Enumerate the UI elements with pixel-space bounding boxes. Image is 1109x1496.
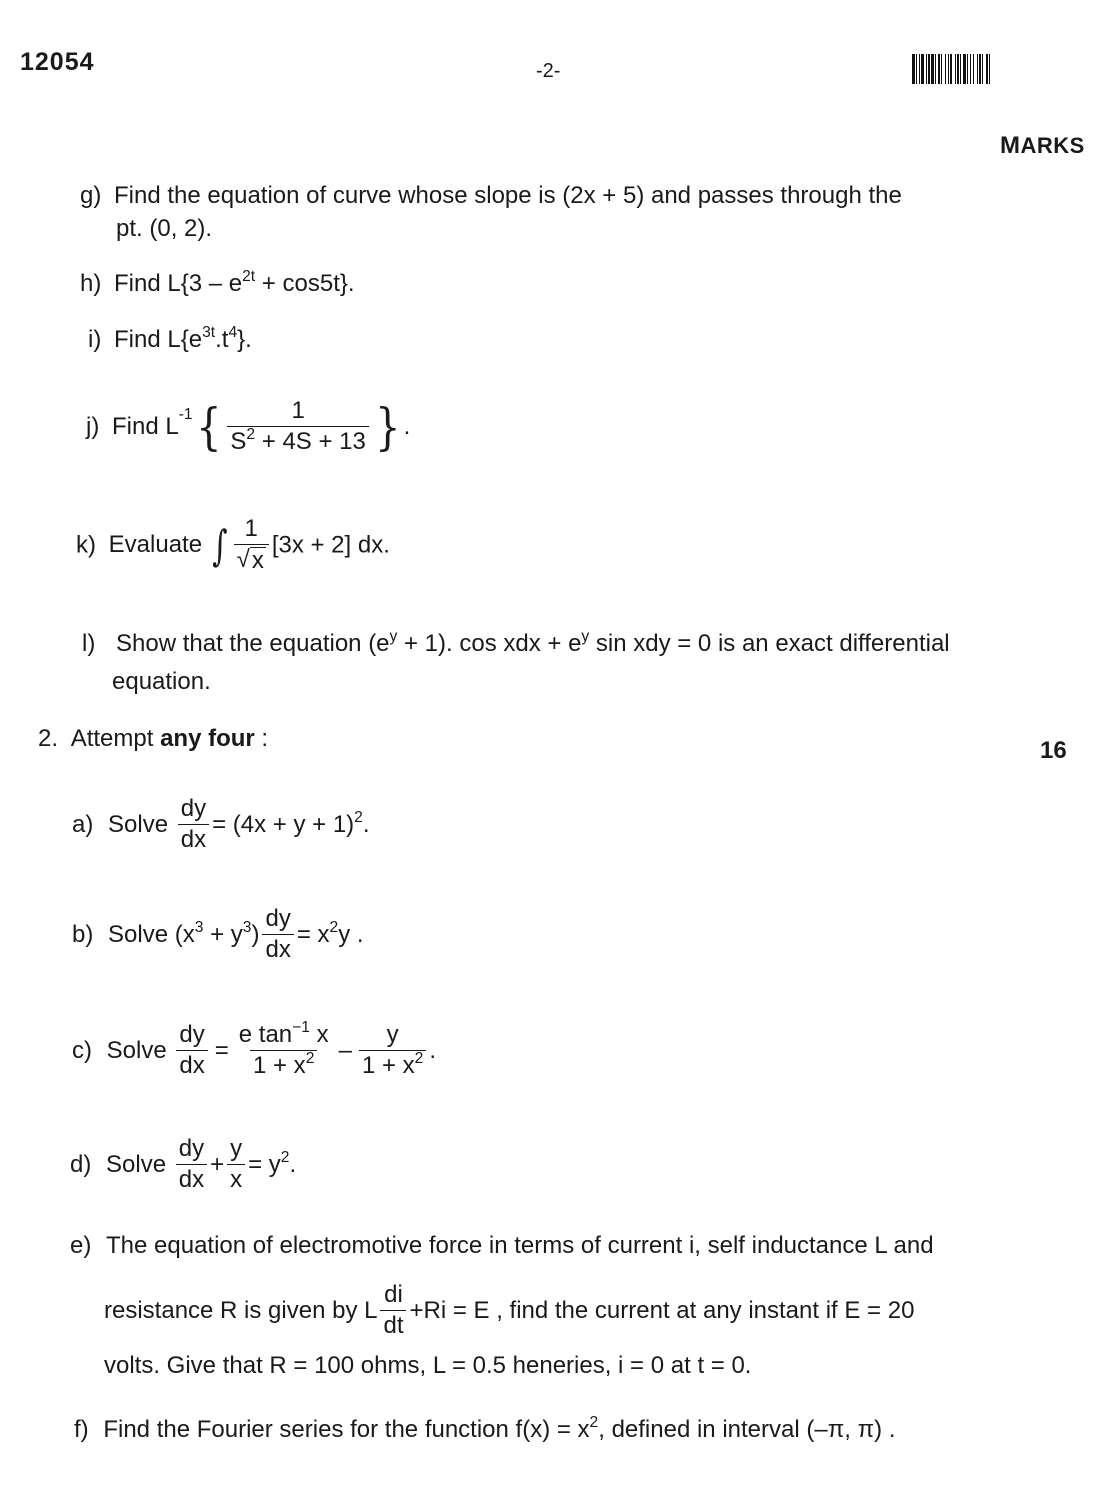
question-text: Find $L\{3 - e^{2t} + \cos 5t\}$.	[114, 267, 355, 297]
question-2f: f) Find the Fourier series for the function $f(x) = x^2$, defined in interval (–π, π) .	[74, 1413, 896, 1443]
item-label: g)	[80, 182, 102, 209]
fraction: $\frac{1}{S^2 + 4S + 13}$	[227, 398, 368, 456]
fraction: 1 √ x	[234, 516, 269, 575]
item-label: k)	[76, 531, 96, 559]
question-g-line2: pt. (0, 2).	[116, 215, 213, 242]
fraction: $\frac{dy}{dx}$	[262, 906, 293, 964]
question-k: k) Evaluate ∫ 1 √ x [3x + 2] dx.	[76, 515, 390, 575]
marks-heading: MARKS	[1000, 132, 1085, 159]
barcode-stripe	[990, 54, 992, 84]
question-2b: b) Solve $(x^3 + y^3)$ $\frac{dy}{dx}$ = $x^2y$ .	[72, 905, 364, 964]
question-2d: d) Solve $\frac{dy}{dx}$ + $\frac{y}{x}$ = $y^2$.	[70, 1135, 297, 1194]
question-i	[88, 323, 252, 354]
fraction: $\frac{dy}{dx}$	[176, 1022, 207, 1080]
question-2-marks: 16	[1040, 737, 1067, 764]
item-label: h)	[80, 270, 102, 297]
question-text: Show that the equation $(e^y + 1)$. cos xdx + $e^y$ sin xdy = 0 is an exact differential	[116, 627, 950, 657]
question-text: Find the equation of curve whose slope is (2x + 5) and passes through the	[114, 182, 902, 209]
barcode	[912, 54, 1074, 84]
item-label: l)	[82, 630, 96, 657]
left-brace: {	[195, 397, 222, 456]
question-2-heading: 2. Attempt any four :	[38, 725, 269, 752]
integral-sign: ∫	[212, 520, 228, 570]
question-2e-line2: resistance R is given by L $\frac{di}{dt}$ +Ri = E , find the current at any instant if E = 20	[104, 1281, 915, 1340]
question-2e-line3: volts. Give that R = 100 ohms, L = 0.5 heneries, i = 0 at t = 0.	[104, 1352, 752, 1379]
question-2e: e) The equation of electromotive force in terms of current i, self inductance L and	[70, 1232, 934, 1259]
fraction: $\frac{y}{x}$	[227, 1136, 245, 1194]
item-label: i)	[88, 326, 102, 353]
right-brace: }	[375, 397, 401, 456]
fraction: $\frac{e \tan^{-1} x}{1 + x^2}$	[238, 1018, 329, 1080]
question-g	[80, 182, 902, 210]
question-l	[82, 627, 950, 658]
question-2a: a) Solve $\frac{dy}{dx}$ = $(4x + y + 1)^2$.	[72, 795, 370, 854]
question-text: Find $L\{e^{3t}.t^4\}$.	[114, 323, 252, 353]
paper-code: 12054	[20, 48, 95, 76]
question-l-line2: equation.	[112, 668, 211, 695]
fraction: $\frac{dy}{dx}$	[176, 1136, 207, 1194]
question-2c: c) Solve $\frac{dy}{dx}$ = $\frac{e \tan^{-1} x}{1 + x^2}$ – $\frac{y}{1 + x^2}$ .	[72, 1018, 437, 1080]
fraction: $\frac{di}{dt}$	[380, 1282, 406, 1340]
question-j: j) Find $L^{-1}${ $\frac{1}{S^2 + 4S + 13}$ } .	[86, 397, 411, 456]
item-label: j)	[86, 412, 100, 440]
fraction: $\frac{y}{1 + x^2}$	[359, 1022, 426, 1080]
fraction: $\frac{dy}{dx}$	[178, 796, 209, 854]
sqrt: √ x	[236, 546, 264, 575]
question-h	[80, 267, 355, 298]
page-number: -2-	[536, 60, 561, 82]
